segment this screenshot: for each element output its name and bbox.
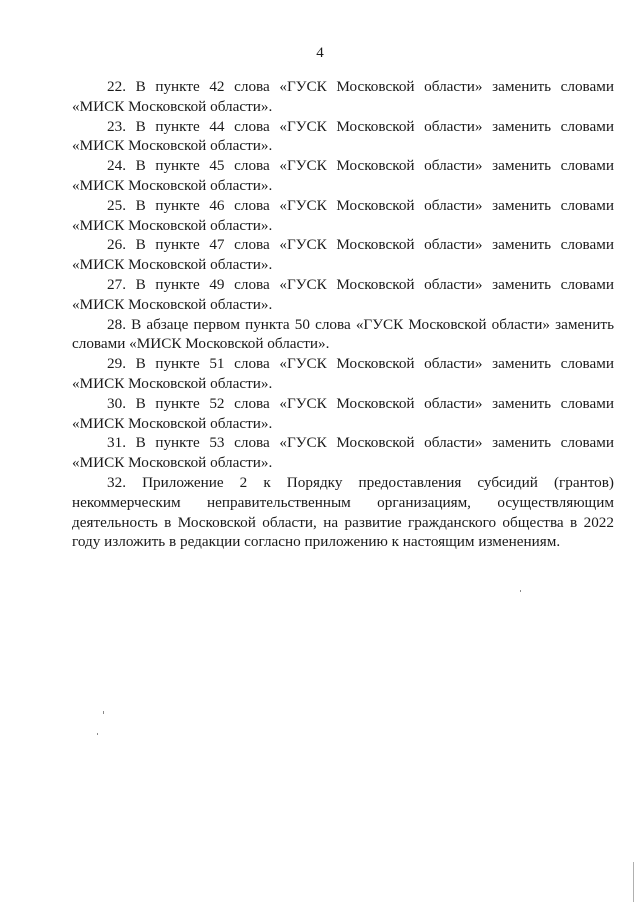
item-25-line-2: «МИСК Московской области». [72, 216, 273, 234]
item-27-line-2: «МИСК Московской области». [72, 295, 273, 313]
item-24-line-1: 24. В пункте 45 слова «ГУСК Московской области» заменить словами [107, 157, 614, 175]
page-number: 4 [316, 45, 324, 61]
item-29 [72, 354, 614, 394]
item-26-line-1: 26. В пункте 47 слова «ГУСК Московской области» заменить словами [107, 236, 614, 254]
item-24-line-2: «МИСК Московской области». [72, 176, 273, 194]
item-32-line-1: 32. Приложение 2 к Порядку предоставления субсидий (грантов) [107, 473, 614, 491]
item-30-line-2: «МИСК Московской области». [72, 414, 273, 432]
item-30-line-1: 30. В пункте 52 слова «ГУСК Московской области» заменить словами [107, 394, 614, 412]
item-29-line-1: 29. В пункте 51 слова «ГУСК Московской области» заменить словами [107, 355, 614, 373]
scan-speck [103, 711, 104, 714]
item-28 [72, 315, 614, 355]
item-32 [72, 473, 614, 552]
scan-speck [97, 733, 98, 735]
item-24 [72, 156, 614, 196]
item-28-line-1: 28. В абзаце первом пункта 50 слова «ГУСК Московской области» заменить [107, 315, 614, 333]
item-23-line-1: 23. В пункте 44 слова «ГУСК Московской области» заменить словами [107, 117, 614, 135]
item-26 [72, 235, 614, 275]
item-23 [72, 117, 614, 157]
item-28-line-2: словами «МИСК Московской области». [72, 335, 330, 353]
item-25-line-1: 25. В пункте 46 слова «ГУСК Московской области» заменить словами [107, 196, 614, 214]
item-27 [72, 275, 614, 315]
item-31-line-1: 31. В пункте 53 слова «ГУСК Московской области» заменить словами [107, 434, 614, 452]
item-29-line-2: «МИСК Московской области». [72, 374, 273, 392]
document-body [72, 77, 614, 552]
item-32-line-3: деятельность в Московской области, на развитие гражданского общества в 2022 [72, 513, 614, 531]
item-25 [72, 196, 614, 236]
item-31-line-2: «МИСК Московской области». [72, 454, 273, 472]
item-27-line-1: 27. В пункте 49 слова «ГУСК Московской области» заменить словами [107, 275, 614, 293]
item-30 [72, 394, 614, 434]
item-23-line-2: «МИСК Московской области». [72, 137, 273, 155]
item-31 [72, 433, 614, 473]
scan-speck [520, 590, 521, 592]
item-32-line-4: году изложить в редакции согласно приложению к настоящим изменениям. [72, 533, 561, 551]
item-22-line-2: «МИСК Московской области». [72, 97, 273, 115]
scan-edge-mark [633, 862, 634, 902]
item-26-line-2: «МИСК Московской области». [72, 256, 273, 274]
item-32-line-2: некоммерческим неправительственным организациям, осуществляющим [72, 493, 614, 511]
item-22 [72, 77, 614, 117]
item-22-line-1: 22. В пункте 42 слова «ГУСК Московской области» заменить словами [107, 78, 614, 95]
